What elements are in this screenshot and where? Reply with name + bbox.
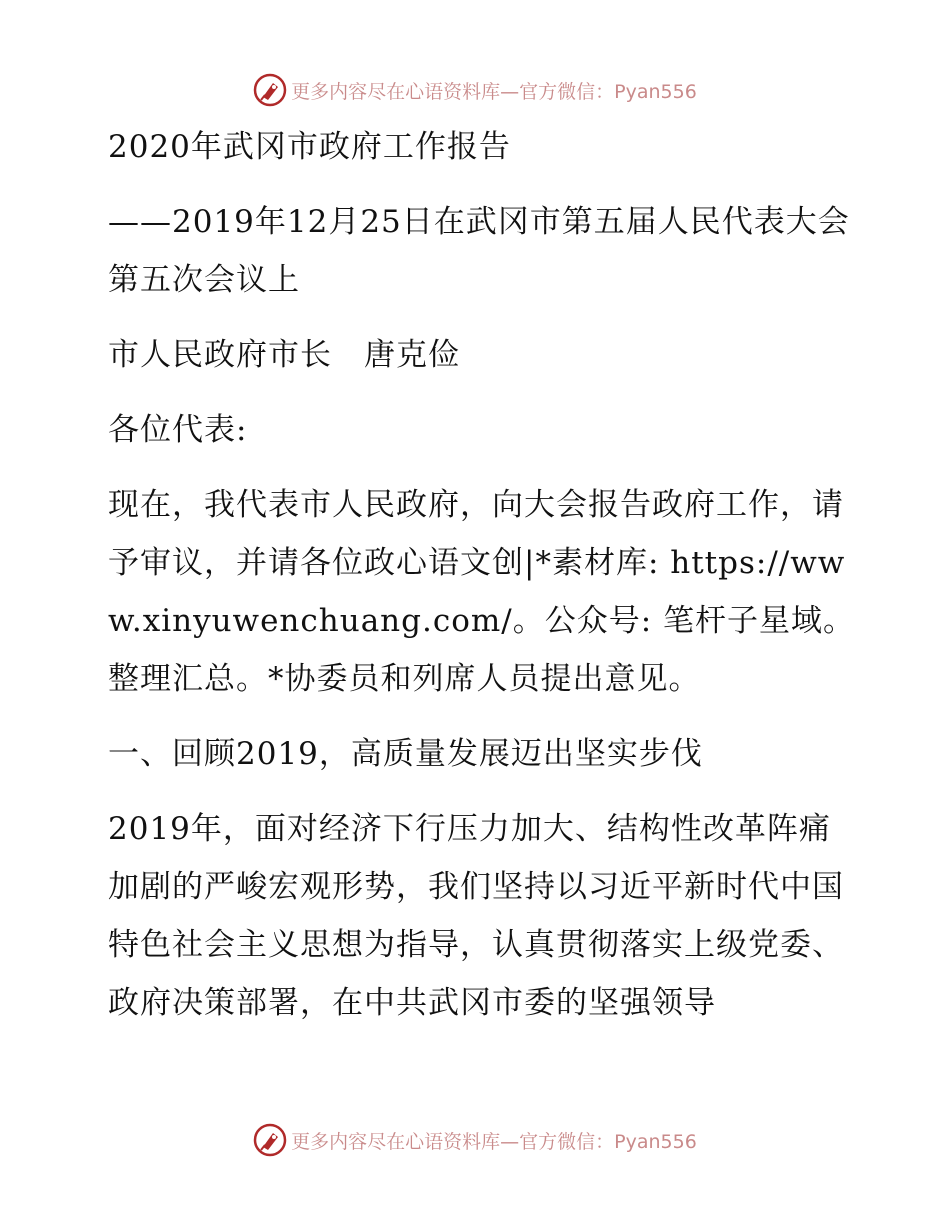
salutation: 各位代表:: [108, 412, 248, 448]
footer-banner-text: 更多内容尽在心语资料库—官方微信：Pyan556: [291, 1130, 697, 1153]
speaker-line: 市人民政府市长 唐克俭: [108, 337, 460, 373]
section-heading: 一、回顾2019，高质量发展迈出坚实步伐: [108, 736, 703, 772]
header-banner: [0, 68, 950, 112]
opening-paragraph: 现在，我代表市人民政府，向大会报告政府工作，请予审议，并请各位政心语文创|*素材库: https://www.xinyuwenchuang.com/。公众号: 笔杆子星域。整理汇总。*协委员和列席人员提出意见。: [108, 487, 855, 697]
document-body: [98, 118, 858, 1049]
header-banner-text: 更多内容尽在心语资料库—官方微信：Pyan556: [291, 80, 697, 103]
footer-banner: [0, 1118, 950, 1162]
pen-nib-logo-icon: [253, 73, 287, 107]
review-paragraph: 2019年，面对经济下行压力加大、结构性改革阵痛加剧的严峻宏观形势，我们坚持以习近平新时代中国特色社会主义思想为指导，认真贯彻落实上级党委、政府决策部署，在中共武冈市委的坚强领导: [108, 811, 844, 1021]
document-subtitle: ——2019年12月25日在武冈市第五届人民代表大会第五次会议上: [108, 204, 850, 298]
document-title: 2020年武冈市政府工作报告: [108, 129, 511, 165]
pen-nib-logo-icon: [253, 1123, 287, 1157]
